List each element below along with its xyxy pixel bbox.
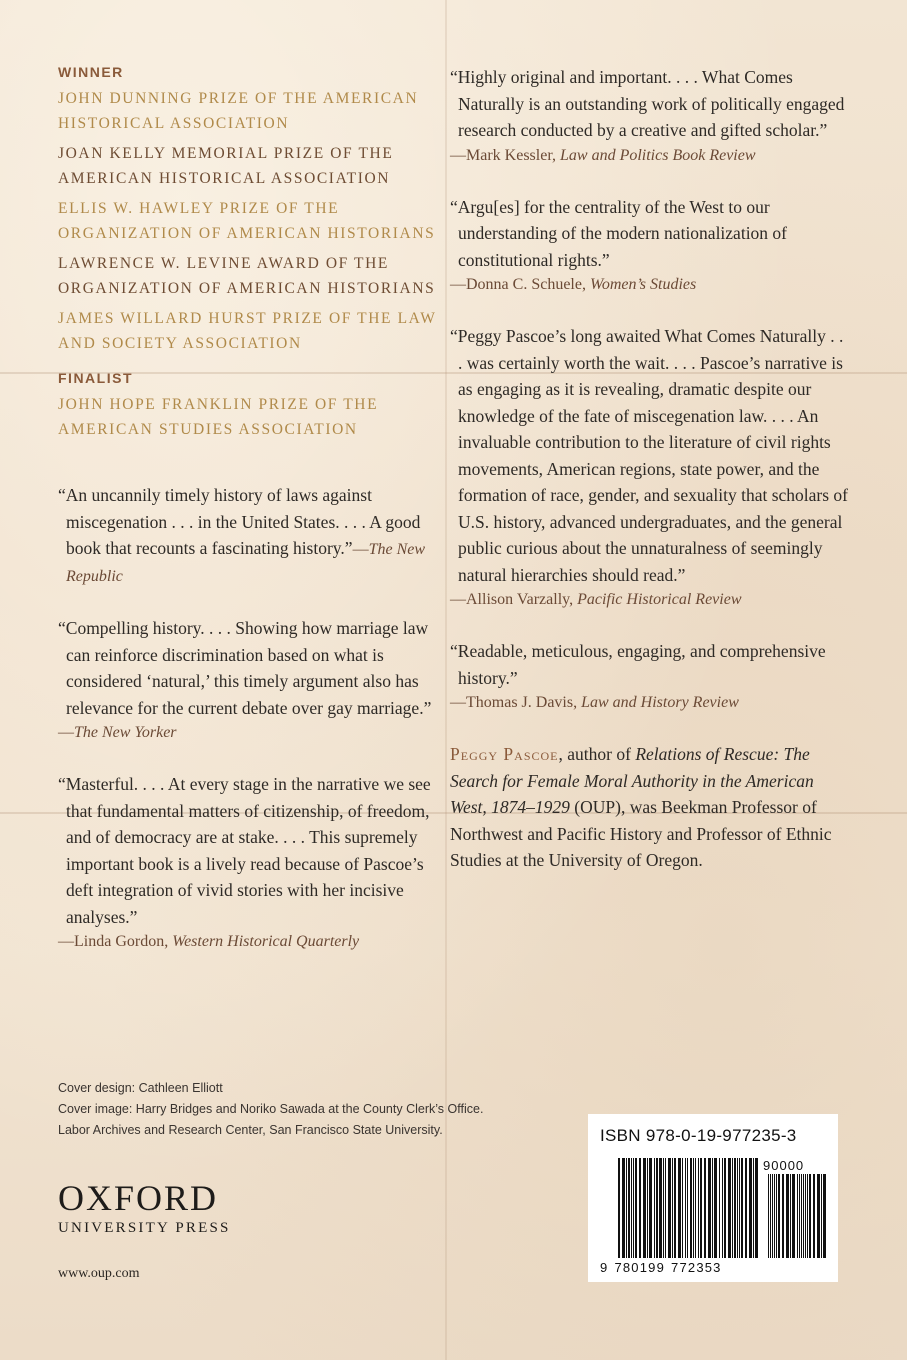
prize-item: JOHN HOPE FRANKLIN PRIZE OF THE AMERICAN STUDIES ASSOCIATION bbox=[58, 396, 379, 438]
prize-item: JOHN DUNNING PRIZE OF THE AMERICAN HISTORICAL ASSOCIATION bbox=[58, 90, 419, 132]
barcode-bar bbox=[813, 1174, 815, 1258]
archive-credit: Labor Archives and Research Center, San Francisco State University. bbox=[58, 1123, 443, 1137]
quote-source: Western Historical Quarterly bbox=[172, 933, 360, 950]
barcode-bar bbox=[690, 1158, 692, 1258]
barcode-bar bbox=[805, 1174, 806, 1258]
barcode-bar bbox=[741, 1158, 743, 1258]
publisher-url: www.oup.com bbox=[58, 1266, 140, 1281]
barcode-bar bbox=[695, 1158, 696, 1258]
left-column bbox=[58, 64, 438, 980]
prize-item: JOAN KELLY MEMORIAL PRIZE OF THE AMERICAN HISTORICAL ASSOCIATION bbox=[58, 145, 394, 187]
barcode-bar bbox=[823, 1174, 826, 1258]
barcode-bar bbox=[749, 1158, 752, 1258]
barcode-bar bbox=[776, 1174, 777, 1258]
quote-author: Linda Gordon, bbox=[74, 933, 169, 950]
barcode-bar bbox=[700, 1158, 702, 1258]
barcode-bar bbox=[772, 1174, 773, 1258]
barcode-bar bbox=[803, 1174, 804, 1258]
barcode-addon bbox=[768, 1174, 826, 1258]
quote-source: Law and Politics Book Review bbox=[560, 146, 756, 164]
barcode-bar bbox=[643, 1158, 646, 1258]
price-code: 90000 bbox=[763, 1158, 805, 1173]
barcode-bar bbox=[768, 1174, 769, 1258]
barcode-bar bbox=[647, 1158, 648, 1258]
review-quote: “Peggy Pascoe’s long awaited What Comes Naturally . . . was certainly worth the wait. . . . Pascoe’s narrative is as engaging as it is revealing, dramatic despite our knowledge of the fate of miscegenation law. . . . An invaluable contribution to the literature of civil rights movements, American regions, state power, and the formation of race, gender, and sexuality that scholars of U.S. history, advanced undergraduates, and the general public curious about the unnaturalness of seemingly natural hierarchies should read.” —Allison Varzally, Pacific Historical Review bbox=[450, 323, 850, 612]
barcode-bar bbox=[628, 1158, 630, 1258]
paper-fold-line bbox=[445, 0, 447, 1360]
isbn-barcode-box bbox=[588, 1114, 838, 1282]
barcode-bar bbox=[656, 1158, 658, 1258]
quote-source: The New Republic bbox=[66, 541, 426, 585]
barcode-bar bbox=[708, 1158, 711, 1258]
barcode-bar bbox=[799, 1174, 800, 1258]
quote-text: “Argu[es] for the centrality of the West to our understanding of the modern nationalization of constitutional rights.” bbox=[450, 196, 788, 270]
right-column bbox=[450, 64, 850, 874]
barcode-bar bbox=[663, 1158, 664, 1258]
barcode-bar bbox=[704, 1158, 706, 1258]
finalist-label: FINALIST bbox=[58, 370, 133, 386]
barcode-bar bbox=[659, 1158, 662, 1258]
barcode-bar bbox=[722, 1158, 723, 1258]
barcode-bar bbox=[809, 1174, 811, 1258]
barcode-bar bbox=[687, 1158, 688, 1258]
barcode-bar bbox=[714, 1158, 717, 1258]
quote-author: Donna C. Schuele, bbox=[466, 276, 586, 293]
barcode-bar bbox=[698, 1158, 699, 1258]
quote-text: “Compelling history. . . . Showing how marriage law can reinforce discrimination based on what is considered ‘natural,’ this timely argument also has relevance for the current debate over gay marriage.” bbox=[58, 618, 432, 718]
barcode-bar bbox=[734, 1158, 736, 1258]
publisher-subtitle: UNIVERSITY PRESS bbox=[58, 1220, 231, 1236]
barcode-bar bbox=[745, 1158, 747, 1258]
barcode-bar bbox=[817, 1174, 820, 1258]
prize-item: ELLIS W. HAWLEY PRIZE OF THE ORGANIZATION OF AMERICAN HISTORIANS bbox=[58, 200, 436, 242]
winner-label: WINNER bbox=[58, 64, 124, 80]
review-quote: “Highly original and important. . . . What Comes Naturally is an outstanding work of politically engaged research conducted by a creative and gifted scholar.” —Mark Kessler, Law and Politics Book Review bbox=[450, 64, 850, 168]
quote-source: The New Yorker bbox=[74, 724, 177, 741]
barcode-bar bbox=[668, 1158, 671, 1258]
barcode-bar bbox=[693, 1158, 694, 1258]
barcode-bar bbox=[732, 1158, 733, 1258]
barcode-bar bbox=[739, 1158, 740, 1258]
review-quote bbox=[58, 482, 438, 589]
previous-book-title: Relations of Rescue: The Search for Female Moral Authority in the American West, 1874–1929 bbox=[450, 744, 814, 817]
barcode-bar bbox=[654, 1158, 655, 1258]
barcode-bar bbox=[685, 1158, 686, 1258]
quote-author: Thomas J. Davis, bbox=[466, 694, 578, 711]
barcode-bar bbox=[774, 1174, 775, 1258]
quote-author: Allison Varzally, bbox=[466, 591, 574, 608]
author-name: Peggy Pascoe bbox=[450, 744, 559, 764]
cover-image-credit: Cover image: Harry Bridges and Noriko Sawada at the County Clerk’s Office. bbox=[58, 1102, 484, 1116]
quote-source: Pacific Historical Review bbox=[577, 591, 742, 608]
quote-author: Mark Kessler, bbox=[466, 146, 556, 164]
barcode-bar bbox=[728, 1158, 731, 1258]
review-quote: “Compelling history. . . . Showing how marriage law can reinforce discrimination based on what is considered ‘natural,’ this timely argument also has relevance for the current debate over gay marriage.” —The New Yorker bbox=[58, 615, 438, 745]
barcode-bar bbox=[753, 1158, 754, 1258]
barcode-bar bbox=[786, 1174, 789, 1258]
barcode-bar bbox=[755, 1158, 758, 1258]
quote-text: “Masterful. . . . At every stage in the narrative we see that fundamental matters of citizenship, of freedom, and of democracy are at stake. . . . This supremely important book is a lively read because of Pascoe’s deft integration of vivid stories with her incisive analyses.” bbox=[58, 774, 431, 927]
author-bio: Peggy Pascoe, author of Relations of Rescue: The Search for Female Moral Authority in the American West, 1874–1929 (OUP), was Beekman Professor of Northwest and Pacific History and Professor of Ethnic Studies at the University of Oregon. bbox=[450, 744, 832, 870]
barcode-bar bbox=[801, 1174, 802, 1258]
barcode-bar bbox=[626, 1158, 627, 1258]
quote-text: “Readable, meticulous, engaging, and comprehensive history.” bbox=[450, 641, 826, 688]
review-quote: “Argu[es] for the centrality of the West to our understanding of the modern nationalization of constitutional rights.” —Donna C. Schuele, Women’s Studies bbox=[450, 194, 850, 298]
barcode-bar bbox=[649, 1158, 652, 1258]
review-quote: “Readable, meticulous, engaging, and comprehensive history.” —Thomas J. Davis, Law and History Review bbox=[450, 638, 850, 715]
publisher-logo bbox=[58, 1180, 231, 1237]
review-quote: “Masterful. . . . At every stage in the narrative we see that fundamental matters of citizenship, of freedom, and of democracy are at stake. . . . This supremely important book is a lively read because of Pascoe’s deft integration of vivid stories with her incisive analyses.” —Linda Gordon, Western Historical Quarterly bbox=[58, 771, 438, 954]
awards-section bbox=[58, 64, 438, 442]
isbn-number: ISBN 978-0-19-977235-3 bbox=[600, 1126, 797, 1145]
barcode-bar bbox=[821, 1174, 822, 1258]
quote-source: Law and History Review bbox=[581, 694, 739, 711]
quote-text: “Highly original and important. . . . What Comes Naturally is an outstanding work of politically engaged research conducted by a creative and gifted scholar.” bbox=[450, 67, 845, 140]
barcode-bar bbox=[674, 1158, 676, 1258]
barcode-digits: 9 780199 772353 bbox=[600, 1260, 722, 1275]
barcode-bar bbox=[635, 1158, 637, 1258]
cover-design-credit: Cover design: Cathleen Elliott bbox=[58, 1081, 223, 1095]
quote-source: Women’s Studies bbox=[589, 276, 697, 293]
barcode-bar bbox=[770, 1174, 771, 1258]
quote-text: “An uncannily timely history of laws against miscegenation . . . in the United States. . . . A good book that recounts a fascinating history.”—The New Republic bbox=[58, 485, 426, 585]
barcode-bar bbox=[633, 1158, 634, 1258]
barcode-bar bbox=[792, 1174, 795, 1258]
barcode-bar bbox=[631, 1158, 632, 1258]
barcode-bar bbox=[778, 1174, 780, 1258]
prize-item: LAWRENCE W. LEVINE AWARD OF THE ORGANIZATION OF AMERICAN HISTORIANS bbox=[58, 255, 436, 297]
barcode-bar bbox=[672, 1158, 673, 1258]
barcode-bar bbox=[622, 1158, 625, 1258]
barcode-bar bbox=[712, 1158, 713, 1258]
barcode-bar bbox=[678, 1158, 681, 1258]
barcode-bar bbox=[618, 1158, 620, 1258]
quote-text: “Peggy Pascoe’s long awaited What Comes Naturally . . . was certainly worth the wait. . . . Pascoe’s narrative is as engaging as it is revealing, dramatic despite our knowledge of the fate of miscegenation law. . . . An invaluable contribution to the literature of civil rights movements, American regions, state power, and the formation of race, gender, and sexuality that scholars of U.S. history, advanced undergraduates, and the general public curious about the unnaturalness of seemingly natural hierarchies should read.” bbox=[450, 326, 848, 585]
barcode-main bbox=[618, 1158, 758, 1258]
barcode-bar bbox=[797, 1174, 798, 1258]
barcode-bar bbox=[737, 1158, 738, 1258]
barcode-bar bbox=[790, 1174, 791, 1258]
barcode-bar bbox=[724, 1158, 726, 1258]
cover-credits bbox=[58, 1078, 483, 1141]
barcode-bar bbox=[639, 1158, 641, 1258]
barcode-bar bbox=[682, 1158, 683, 1258]
barcode-bar bbox=[807, 1174, 808, 1258]
barcode-bar bbox=[665, 1158, 666, 1258]
prize-item: JAMES WILLARD HURST PRIZE OF THE LAW AND SOCIETY ASSOCIATION bbox=[58, 310, 437, 352]
barcode-bar bbox=[719, 1158, 720, 1258]
publisher-name: OXFORD bbox=[58, 1178, 219, 1218]
barcode-bar bbox=[782, 1174, 784, 1258]
